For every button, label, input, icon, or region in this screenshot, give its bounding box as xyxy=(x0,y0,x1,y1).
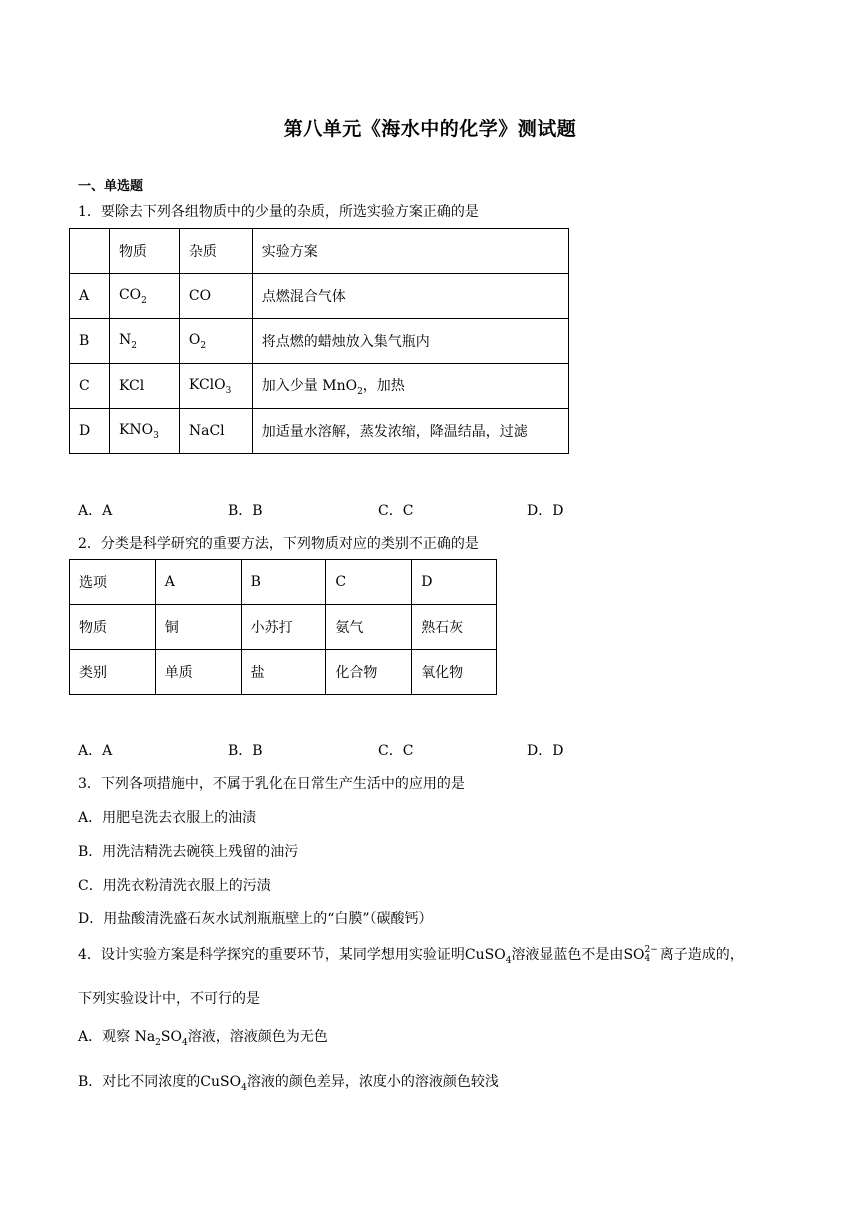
subscript: 3 xyxy=(225,385,232,396)
q3-option-b[interactable]: B．用洗洁精洗去碗筷上残留的油污 xyxy=(78,844,299,860)
option-text: A．观察 xyxy=(78,1029,135,1045)
choice-a[interactable]: A．A xyxy=(78,743,113,759)
formula: CuSO xyxy=(200,1074,242,1090)
formula: KClO xyxy=(188,376,226,393)
table-row xyxy=(70,274,569,319)
method-text: 加入少量 MnO xyxy=(261,378,358,395)
option-text: 溶液的颜色差异，浓度小的溶液颜色较浅 xyxy=(246,1074,499,1090)
choice-d[interactable]: D．D xyxy=(527,503,564,519)
table-cell: 熟石灰 xyxy=(412,605,497,650)
table-cell xyxy=(109,409,179,454)
q4-stem xyxy=(78,944,744,966)
formula: O xyxy=(188,331,201,348)
method-text: ，加热 xyxy=(362,378,405,395)
subscript: 2 xyxy=(131,340,137,351)
subscript: 3 xyxy=(153,430,159,441)
table-cell: C xyxy=(326,560,412,605)
stem-text: 溶液显蓝色不是由 xyxy=(511,947,624,963)
formula: KNO xyxy=(118,421,154,438)
formula: SO xyxy=(623,947,645,963)
subscript: 4 xyxy=(505,955,512,966)
table-cell: 实验方案 xyxy=(252,229,568,274)
formula: CO xyxy=(118,286,142,303)
q3-option-c[interactable]: C．用洗衣粉清洗衣服上的污渍 xyxy=(78,878,271,894)
table-cell xyxy=(252,364,568,409)
table-cell xyxy=(109,364,179,409)
choice-c[interactable]: C．C xyxy=(378,503,414,519)
ion-scripts xyxy=(645,946,658,964)
formula: NaCl xyxy=(188,423,225,439)
table-cell: C xyxy=(70,364,110,409)
stem-text: 离子造成的， xyxy=(659,947,744,963)
table-cell: 物质 xyxy=(70,605,156,650)
table-cell xyxy=(109,274,179,319)
table-cell xyxy=(179,319,252,364)
subscript: 2 xyxy=(155,1037,161,1048)
q1-choices xyxy=(78,500,598,520)
q4-option-b[interactable] xyxy=(78,1071,499,1093)
table-cell: 类别 xyxy=(70,650,156,695)
subscript: 4 xyxy=(241,1082,247,1093)
table-header-row xyxy=(70,229,569,274)
stem-text: 4．设计实验方案是科学探究的重要环节，某同学想用实验证明 xyxy=(78,947,465,963)
subscript: 4 xyxy=(644,954,651,964)
table-cell xyxy=(179,409,252,454)
table-cell: A xyxy=(155,560,241,605)
table-cell xyxy=(179,274,252,319)
q3-stem: 3．下列各项措施中，不属于乳化在日常生产生活中的应用的是 xyxy=(78,776,465,792)
table-cell: 盐 xyxy=(241,650,326,695)
q3-option-a[interactable]: A．用肥皂洗去衣服上的油渍 xyxy=(78,810,257,826)
formula: Na xyxy=(134,1029,156,1045)
table-row xyxy=(70,650,497,695)
table-row xyxy=(70,605,497,650)
q4-stem-line2: 下列实验设计中，不可行的是 xyxy=(78,991,260,1007)
table-cell xyxy=(109,319,179,364)
choice-c[interactable]: C．C xyxy=(378,743,414,759)
table-row xyxy=(70,319,569,364)
table-cell: 加适量水溶解，蒸发浓缩，降温结晶，过滤 xyxy=(252,409,568,454)
q1-stem: 1．要除去下列各组物质中的少量的杂质，所选实验方案正确的是 xyxy=(78,204,479,220)
choice-b[interactable]: B．B xyxy=(228,503,263,519)
table-cell: 氧化物 xyxy=(412,650,497,695)
subscript: 4 xyxy=(181,1037,188,1048)
superscript: 2− xyxy=(644,945,658,955)
table-row xyxy=(70,409,569,454)
table-cell xyxy=(70,229,110,274)
table-cell: 选项 xyxy=(70,560,156,605)
q2-table xyxy=(69,559,497,695)
q1-table xyxy=(69,228,569,454)
table-cell: 将点燃的蜡烛放入集气瓶内 xyxy=(252,319,568,364)
subscript: 2 xyxy=(357,386,363,397)
table-cell: D xyxy=(70,409,110,454)
section-heading: 一、单选题 xyxy=(78,179,144,194)
table-cell: 化合物 xyxy=(326,650,412,695)
table-row xyxy=(70,364,569,409)
formula: KCl xyxy=(118,378,145,394)
q2-stem: 2．分类是科学研究的重要方法，下列物质对应的类别不正确的是 xyxy=(78,536,479,552)
subscript: 2 xyxy=(200,340,207,351)
page-title: 第八单元《海水中的化学》测试题 xyxy=(283,118,577,140)
formula: N xyxy=(118,331,132,348)
q2-choices xyxy=(78,740,598,760)
table-cell: A xyxy=(70,274,110,319)
table-row xyxy=(70,560,497,605)
formula: CO xyxy=(188,288,212,304)
table-cell: 物质 xyxy=(109,229,179,274)
q4-option-a[interactable] xyxy=(78,1026,328,1048)
table-cell: 小苏打 xyxy=(241,605,326,650)
choice-a[interactable]: A．A xyxy=(78,503,113,519)
table-cell: 杂质 xyxy=(179,229,252,274)
option-text: B．对比不同浓度的 xyxy=(78,1074,201,1090)
subscript: 2 xyxy=(141,295,147,306)
table-cell: 氨气 xyxy=(326,605,412,650)
choice-d[interactable]: D．D xyxy=(527,743,564,759)
table-cell: B xyxy=(241,560,326,605)
table-cell: 单质 xyxy=(155,650,241,695)
formula: CuSO xyxy=(464,947,506,963)
table-cell: 点燃混合气体 xyxy=(252,274,568,319)
table-cell: D xyxy=(412,560,497,605)
table-cell: 铜 xyxy=(155,605,241,650)
table-cell: B xyxy=(70,319,110,364)
formula: SO xyxy=(160,1029,182,1045)
option-text: 溶液，溶液颜色为无色 xyxy=(187,1029,328,1045)
choice-b[interactable]: B．B xyxy=(228,743,263,759)
table-cell xyxy=(179,364,252,409)
q3-option-d[interactable]: D．用盐酸清洗盛石灰水试剂瓶瓶壁上的“白膜”（碳酸钙） xyxy=(78,911,433,927)
